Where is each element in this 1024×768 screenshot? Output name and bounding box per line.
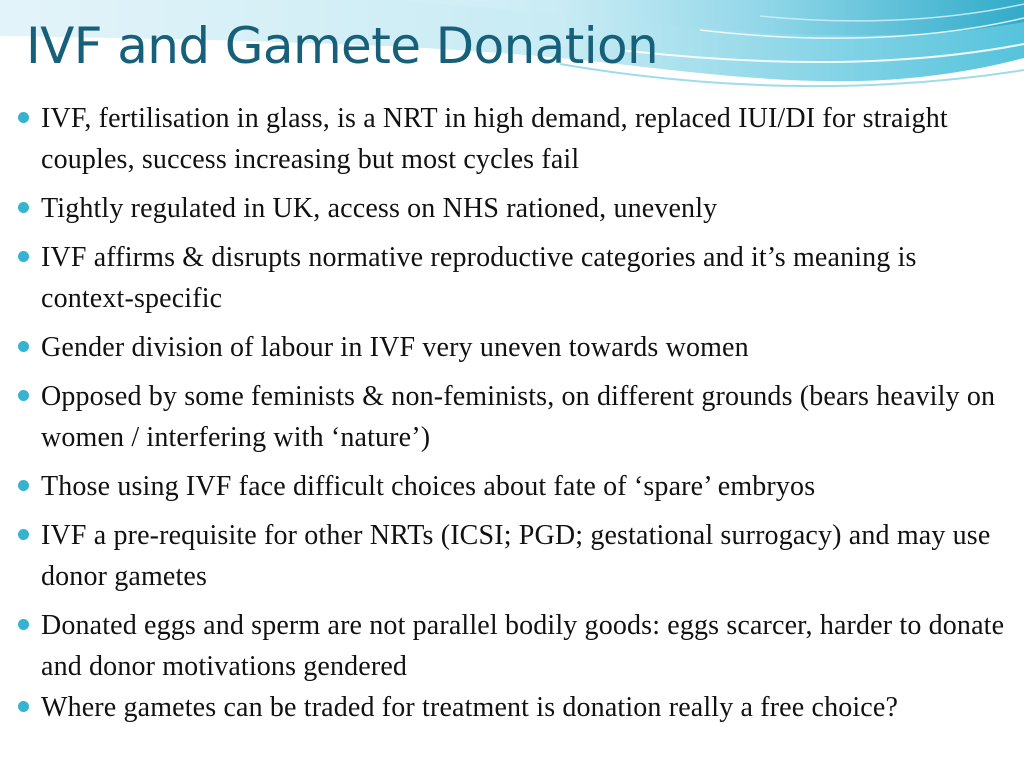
slide-title: IVF and Gamete Donation — [26, 17, 659, 75]
bullet-item — [0, 466, 1024, 507]
bullet-item — [0, 327, 1024, 368]
bullet-item — [0, 376, 1024, 458]
bullet-item — [0, 237, 1024, 319]
bullet-item — [0, 605, 1024, 687]
bullet-item — [0, 188, 1024, 229]
bullet-text: Where gametes can be traded for treatment is donation really a free choice? — [41, 692, 899, 723]
bullet-dot-icon — [18, 619, 29, 630]
bullet-item — [0, 98, 1024, 180]
bullet-dot-icon — [18, 529, 29, 540]
bullet-dot-icon — [18, 390, 29, 401]
bullet-text: Opposed by some feminists & non-feminists, on different grounds (bears heavily on women / interfering with ‘nature’) — [41, 381, 996, 453]
bullet-text: Tightly regulated in UK, access on NHS rationed, unevenly — [41, 193, 718, 224]
bullet-dot-icon — [18, 701, 29, 712]
bullet-dot-icon — [18, 112, 29, 123]
bullet-item — [0, 687, 1024, 728]
bullet-list — [0, 98, 1024, 728]
bullet-dot-icon — [18, 341, 29, 352]
bullet-dot-icon — [18, 480, 29, 491]
bullet-dot-icon — [18, 251, 29, 262]
bullet-text: Those using IVF face difficult choices about fate of ‘spare’ embryos — [41, 471, 816, 502]
bullet-item — [0, 515, 1024, 597]
bullet-dot-icon — [18, 202, 29, 213]
bullet-text: Donated eggs and sperm are not parallel bodily goods: eggs scarcer, harder to donate and donor motivations gendered — [41, 610, 1005, 682]
bullet-text: IVF affirms & disrupts normative reproductive categories and it’s meaning is context-specific — [41, 242, 917, 314]
bullet-text: IVF a pre-requisite for other NRTs (ICSI; PGD; gestational surrogacy) and may use donor gametes — [41, 520, 991, 592]
bullet-text: Gender division of labour in IVF very uneven towards women — [41, 332, 749, 363]
bullet-text: IVF, fertilisation in glass, is a NRT in high demand, replaced IUI/DI for straight couples, success increasing but most cycles fail — [41, 103, 948, 175]
